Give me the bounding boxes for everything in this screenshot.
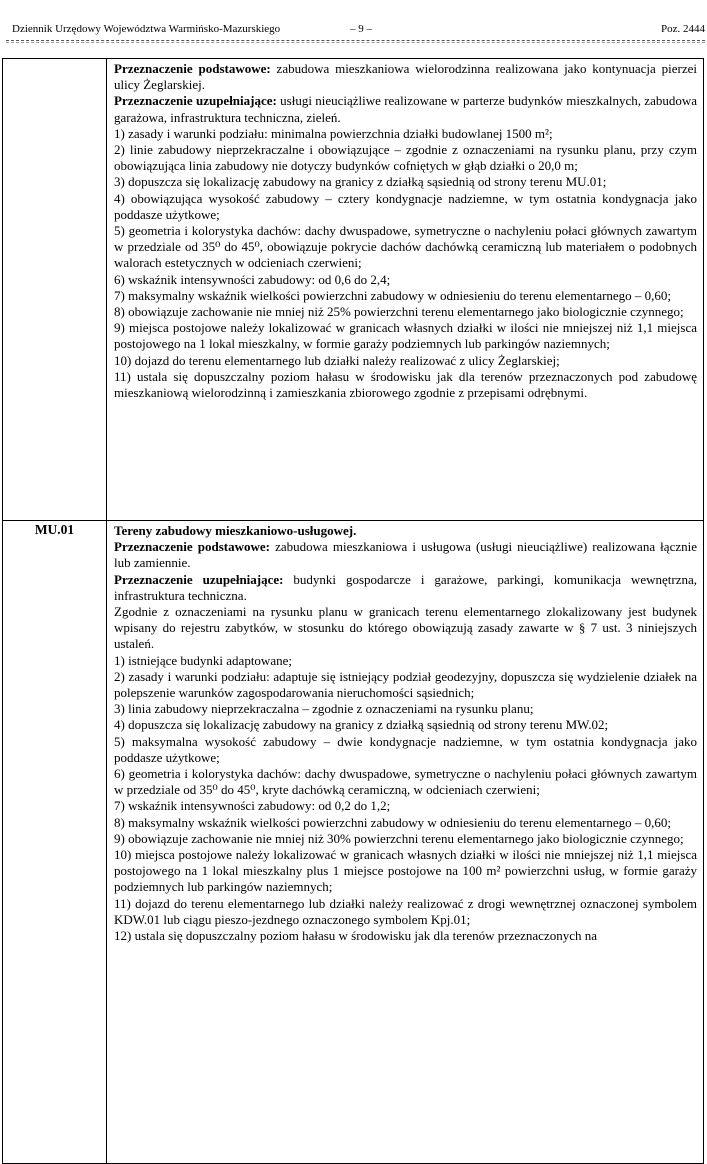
header-divider — [6, 40, 705, 41]
purpose-paragraph — [114, 539, 697, 571]
table-row — [3, 59, 704, 521]
purpose-label: Przeznaczenie podstawowe: — [114, 61, 271, 76]
regulations-table — [2, 58, 704, 1164]
purpose-paragraph — [114, 93, 697, 125]
regulation-item — [114, 174, 697, 190]
regulation-item — [114, 272, 697, 288]
regulation-text: 9) obowiązuje zachowanie nie mniej niż 30% powierzchni terenu elementarnego jako biologicznie czynnego; — [114, 830, 684, 846]
regulation-text: zabudowa mieszkaniowa i usługowa (usługi nieuciążliwe) realizowana łącznie lub zamiennie. — [114, 539, 697, 571]
regulation-text: 11) ustala się dopuszczalny poziom hałasu w środowisku jak dla terenów przeznaczonych pod zabudowę mieszkaniową wielorodzinną i zamieszkania zbiorowego zgodnie z przepisami odrębnymi. — [114, 368, 697, 401]
regulation-item — [114, 353, 697, 369]
regulation-item — [114, 734, 697, 766]
regulation-text: 4) dopuszcza się lokalizację zabudowy na granicy z działką sąsiednią od strony terenu MW.02; — [114, 717, 609, 733]
regulation-text: 1) istniejące budynki adaptowane; — [114, 652, 292, 668]
regulation-item — [114, 669, 697, 701]
regulation-content-cell — [107, 521, 704, 1164]
regulation-item — [114, 831, 697, 847]
purpose-paragraph — [114, 572, 697, 604]
regulation-text: usługi nieuciążliwe realizowane w parterze budynków mieszkalnych, zabudowa garażowa, infrastruktura techniczna, zieleń. — [114, 93, 698, 125]
regulation-text: 5) geometria i kolorystyka dachów: dachy dwuspadowe, symetryczne o nachyleniu połaci głównych zawartym w przedziale od 35⁰ do 45⁰, obowiązuje pokrycie dachów dachówką ceramiczną lub materiałem o podobnych walorach estetycznych w odcieniach czerwieni; — [114, 223, 697, 271]
purpose-label: Przeznaczenie uzupełniające: — [114, 93, 277, 109]
page-number: – 9 – — [350, 23, 372, 35]
area-title: Tereny zabudowy mieszkaniowo-usługowej. — [114, 523, 357, 538]
regulation-item — [114, 142, 697, 174]
regulation-text: 4) obowiązująca wysokość zabudowy – cztery kondygnacje nadziemne, w tym ostatnia kondygnacja jako poddasze użytkowe; — [114, 190, 697, 222]
regulation-content-cell — [107, 59, 704, 521]
regulation-item — [114, 653, 697, 669]
regulation-text: 6) geometria i kolorystyka dachów: dachy dwuspadowe, symetryczne o nachyleniu połaci głównych zawartym w przedziale od 35⁰ do 45⁰, kryte dachówką ceramiczną, w odcieniach czerwieni; — [114, 766, 697, 798]
regulation-text: 5) maksymalna wysokość zabudowy – dwie kondygnacje nadziemne, w tym ostatnia kondygnacja jako poddasze użytkowe; — [114, 733, 697, 765]
regulation-text: 7) wskaźnik intensywności zabudowy: od 0,2 do 1,2; — [114, 798, 391, 814]
regulation-item — [114, 191, 697, 223]
regulation-text: Zgodnie z oznaczeniami na rysunku planu w granicach terenu elementarnego zlokalizowany jest budynek wpisany do rejestru zabytków, w stosunku do którego obowiązują zasady zawarte w § 7 ust. 3 niniejszych ustaleń. — [114, 604, 697, 652]
regulation-text: 7) maksymalny wskaźnik wielkości powierzchni zabudowy w odniesieniu do terenu elementarnego – 0,60; — [114, 287, 672, 303]
regulation-text: 1) zasady i warunki podziału: minimalna powierzchnia działki budowlanej 1500 m²; — [114, 125, 553, 141]
regulation-item — [114, 701, 697, 717]
purpose-label: Przeznaczenie podstawowe: — [114, 539, 270, 555]
regulation-item — [114, 223, 697, 272]
purpose-label: Przeznaczenie uzupełniające: — [114, 571, 284, 587]
regulation-item — [114, 320, 697, 352]
regulation-text: budynki gospodarcze i garażowe, parkingi, komunikacja wewnętrzna, infrastruktura techniczna. — [114, 571, 697, 603]
regulation-text: 8) maksymalny wskaźnik wielkości powierzchni zabudowy w odniesieniu do terenu elementarnego – 0,60; — [114, 814, 672, 830]
regulation-text: 10) miejsca postojowe należy lokalizować w granicach własnych działki w ilości nie mniejszej niż 1,1 miejsca postojowego na 1 lokal mieszkalny plus 1 miejsce postojowe na 100 m² powierzchni usług, w formie garaży podziemnych lub parkingów naziemnych; — [114, 847, 697, 895]
journal-title: Dziennik Urzędowy Województwa Warmińsko-Mazurskiego — [12, 23, 281, 35]
regulation-item — [114, 304, 697, 320]
regulation-item — [114, 288, 697, 304]
regulation-item — [114, 798, 697, 814]
regulation-item — [114, 717, 697, 733]
header-divider-secondary — [6, 42, 705, 43]
regulation-text: 8) obowiązuje zachowanie nie mniej niż 25% powierzchni terenu elementarnego jako biologicznie czynnego; — [114, 304, 684, 320]
regulation-text: 2) linie zabudowy nieprzekraczalne i obowiązujące – zgodnie z oznaczeniami na rysunku planu, przy czym obowiązująca linia zabudowy nie dotyczy budynków cofniętych w głąb działki o 20,0 m; — [114, 142, 697, 174]
regulation-item — [114, 369, 697, 401]
regulation-item — [114, 928, 697, 944]
regulation-text: 10) dojazd do terenu elementarnego lub działki należy realizować z ulicy Żeglarskiej; — [114, 352, 560, 368]
regulation-text: 11) dojazd do terenu elementarnego lub działki należy realizować z drogi wewnętrznej oznaczonej symbolem KDW.01 lub ciągu pieszo-jezdnego oznaczonego symbolem Kpj.01; — [114, 895, 697, 927]
regulation-text: 12) ustala się dopuszczalny poziom hałasu w środowisku jak dla terenów przeznaczonych na — [114, 928, 598, 944]
regulation-item — [114, 766, 697, 798]
regulation-text: 6) wskaźnik intensywności zabudowy: od 0,6 do 2,4; — [114, 271, 391, 287]
regulation-item — [114, 126, 697, 142]
regulation-item — [114, 896, 697, 928]
regulation-text: 2) zasady i warunki podziału: adaptuje się istniejący podział geodezyjny, dopuszcza się wydzielenie działek na polepszenie warunków zagospodarowania nieruchomości sąsiednich; — [114, 668, 697, 701]
page-header — [12, 22, 705, 36]
regulation-text: zabudowa mieszkaniowa wielorodzinna realizowana jako kontynuacja pierzei ulicy Żeglarskiej. — [114, 61, 697, 93]
regulation-text: 3) dopuszcza się lokalizację zabudowy na granicy z działką sąsiednią od strony terenu MU.01; — [114, 174, 607, 190]
area-code-cell — [3, 59, 107, 521]
purpose-paragraph — [114, 61, 697, 93]
regulation-item — [114, 847, 697, 896]
position-number: Poz. 2444 — [661, 23, 705, 35]
regulation-item — [114, 815, 697, 831]
regulation-text: 9) miejsca postojowe należy lokalizować w granicach własnych działki w ilości nie mniejszej niż 1,1 miejsca postojowego na 1 lokal mieszkalny, w formie garaży podziemnych lub parkingów naziemnych; — [114, 320, 697, 352]
table-row — [3, 521, 704, 1164]
regulation-text: 3) linia zabudowy nieprzekraczalna – zgodnie z oznaczeniami na rysunku planu; — [114, 701, 534, 717]
regulation-item — [114, 604, 697, 653]
area-code-cell: MU.01 — [3, 521, 107, 1164]
